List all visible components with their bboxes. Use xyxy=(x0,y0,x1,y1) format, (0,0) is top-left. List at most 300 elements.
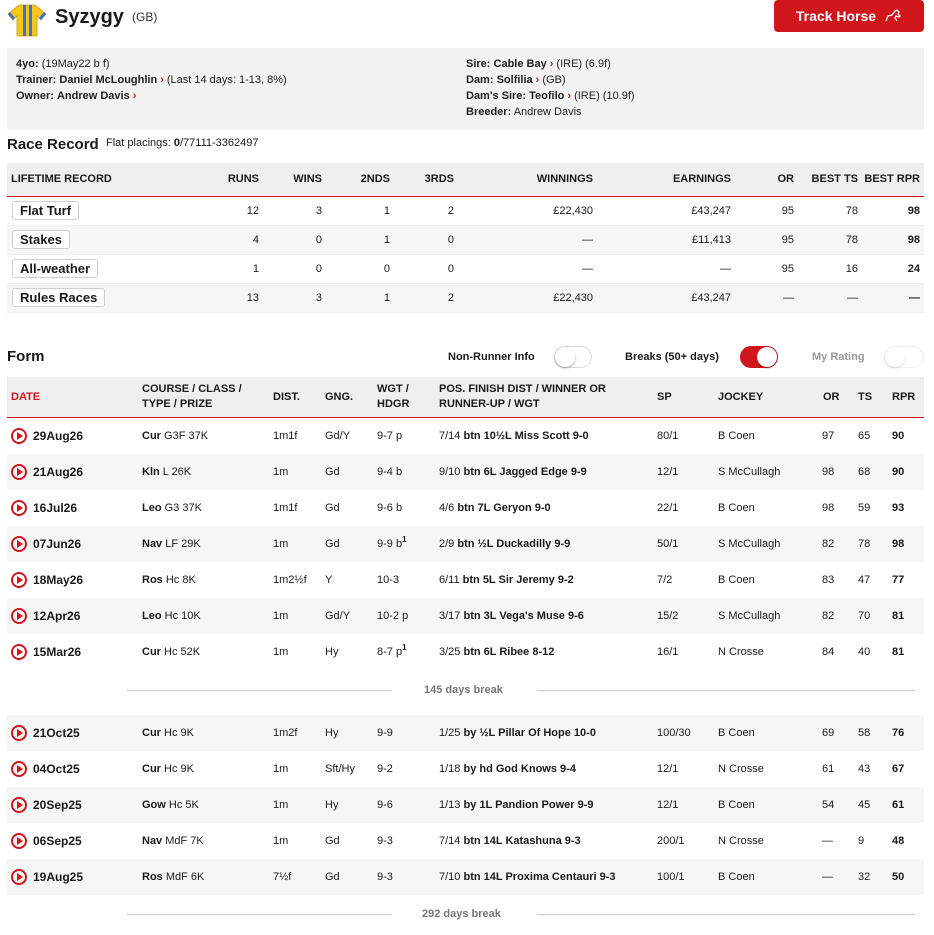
or-cell: 98 xyxy=(822,502,835,514)
weight-cell: 9-4 b xyxy=(377,466,403,478)
weight-cell: 9-3 xyxy=(377,871,393,883)
table-row xyxy=(7,225,924,254)
result-link[interactable]: by ½L Pillar Of Hope 10-0 xyxy=(463,727,596,739)
cell: 13 xyxy=(167,283,260,312)
course-name: Gow xyxy=(142,799,166,811)
course-class: G3 37K xyxy=(164,502,202,514)
sp-cell: 16/1 xyxy=(657,646,679,658)
cell: 1 xyxy=(323,225,391,254)
sp-cell: 80/1 xyxy=(657,430,679,442)
break-label: 292 days break xyxy=(422,908,501,920)
chevron-right-icon: › xyxy=(549,58,554,70)
jockey-cell[interactable]: N Crosse xyxy=(718,646,764,658)
ts-cell: 47 xyxy=(858,574,871,586)
sp-cell: 15/2 xyxy=(657,610,679,622)
jockey-cell[interactable]: B Coen xyxy=(718,727,755,739)
owner-line: Owner: Andrew Davis › xyxy=(16,90,137,102)
cell: 1 xyxy=(323,283,391,312)
sp-cell: 22/1 xyxy=(657,502,679,514)
course-name: Kln xyxy=(142,466,160,478)
form-table-header xyxy=(7,377,924,418)
race-date-link[interactable]: 07Jun26 xyxy=(33,537,82,551)
race-date-link[interactable]: 16Jul26 xyxy=(33,501,78,515)
ts-cell: 59 xyxy=(858,502,871,514)
rpr-cell: 81 xyxy=(892,646,905,658)
record-type-button[interactable]: All-weather xyxy=(12,259,98,278)
weight-cell: 9-2 xyxy=(377,763,393,775)
dist-cell: 1m xyxy=(273,610,289,622)
sp-cell: 12/1 xyxy=(657,799,679,811)
cell: £11,413 xyxy=(594,225,732,254)
breeder-line: Breeder: Andrew Davis xyxy=(466,106,582,118)
sp-cell: 12/1 xyxy=(657,763,679,775)
course-cell[interactable] xyxy=(142,715,194,751)
course-name: Leo xyxy=(142,502,162,514)
course-class: Hc 10K xyxy=(164,610,201,622)
cell: 98 xyxy=(859,196,924,225)
weight-cell: 9-6 xyxy=(377,799,393,811)
form-row[interactable] xyxy=(7,715,924,751)
record-type-button[interactable]: Stakes xyxy=(12,230,70,249)
sire-link[interactable]: Cable Bay xyxy=(493,58,547,70)
break-label: 145 days break xyxy=(424,684,503,696)
weight-cell: 10-3 xyxy=(377,574,400,586)
ts-cell: 68 xyxy=(858,466,871,478)
course-name: Cur xyxy=(142,727,161,739)
break-divider xyxy=(127,690,392,691)
dist-cell: 1m xyxy=(273,763,289,775)
cell: £43,247 xyxy=(594,196,732,225)
cell: 2 xyxy=(391,196,455,225)
ts-cell: 65 xyxy=(858,430,871,442)
race-date-link[interactable]: 15Mar26 xyxy=(33,645,82,659)
race-date-link[interactable]: 21Aug26 xyxy=(33,465,84,479)
course-name: Ros xyxy=(142,574,163,586)
course-name: Ros xyxy=(142,871,163,883)
dam-link[interactable]: Solfilia xyxy=(496,74,533,86)
video-play-icon[interactable] xyxy=(11,833,27,849)
form-row[interactable] xyxy=(7,751,924,787)
rpr-cell: 90 xyxy=(892,430,905,442)
dist-cell: 1m xyxy=(273,799,289,811)
result-link[interactable]: btn 14L Katashuna 9-3 xyxy=(463,835,581,847)
lifetime-record-header xyxy=(7,163,924,196)
rpr-cell: 76 xyxy=(892,727,905,739)
course-class: Hc 8K xyxy=(165,574,196,586)
weight-cell: 9-6 b xyxy=(377,502,403,514)
dist-cell: 1m xyxy=(273,466,289,478)
race-date-link[interactable]: 21Oct25 xyxy=(33,726,80,740)
cell: 0 xyxy=(260,254,323,283)
course-name: Leo xyxy=(142,610,162,622)
course-cell[interactable] xyxy=(142,751,194,787)
col-rpr: RPR xyxy=(892,391,916,403)
position-cell: 1/25 by ½L Pillar Of Hope 10-0 xyxy=(439,727,596,739)
position-cell: 9/10 btn 6L Jagged Edge 9-9 xyxy=(439,466,587,478)
cell: 0 xyxy=(391,254,455,283)
col-dist: DIST. xyxy=(273,391,300,403)
rpr-cell: 67 xyxy=(892,763,905,775)
form-row[interactable] xyxy=(7,418,924,454)
cell: £22,430 xyxy=(455,283,594,312)
sp-cell: 7/2 xyxy=(657,574,673,586)
weight-cell: 9-3 xyxy=(377,835,393,847)
or-cell: — xyxy=(822,835,833,847)
cell: — xyxy=(455,225,594,254)
age-line: 4yo: (19May22 b f) xyxy=(16,58,110,70)
going-cell: Hy xyxy=(325,727,339,739)
col-wins: WINS xyxy=(260,163,323,196)
jockey-cell[interactable]: S McCullagh xyxy=(718,538,781,550)
position-cell: 1/18 by hd God Knows 9-4 xyxy=(439,763,576,775)
or-cell: 82 xyxy=(822,538,835,550)
going-cell: Hy xyxy=(325,646,339,658)
cell: 2 xyxy=(391,283,455,312)
video-play-icon[interactable] xyxy=(11,536,27,552)
ts-cell: 58 xyxy=(858,727,871,739)
cell: 4 xyxy=(167,225,260,254)
form-row[interactable] xyxy=(7,526,924,562)
track-horse-label: Track Horse xyxy=(795,8,877,24)
jockey-cell[interactable]: N Crosse xyxy=(718,835,764,847)
breaks-label: Breaks (50+ days) xyxy=(625,351,719,363)
course-cell[interactable] xyxy=(142,526,201,562)
ts-cell: 9 xyxy=(858,835,865,847)
weight-cell: 10-2 p xyxy=(377,610,409,622)
jockey-cell[interactable]: B Coen xyxy=(718,871,755,883)
horse-name: Syzygy xyxy=(55,6,124,28)
cell: 78 xyxy=(795,196,859,225)
rpr-cell: 93 xyxy=(892,502,905,514)
course-name: Cur xyxy=(142,430,161,442)
weight-cell: 9-9 b $^1$ xyxy=(377,535,407,550)
form-row[interactable] xyxy=(7,823,924,859)
breaks-toggle[interactable] xyxy=(740,346,778,368)
or-cell: 69 xyxy=(822,727,835,739)
rpr-cell: 90 xyxy=(892,466,905,478)
cell: 98 xyxy=(859,225,924,254)
col-weight: WGT / HDGR xyxy=(377,383,410,410)
col-best-rpr: BEST RPR xyxy=(859,163,924,196)
position-cell: 1/13 by 1L Pandion Power 9-9 xyxy=(439,799,594,811)
table-row xyxy=(7,196,924,225)
dist-cell: 1m2½f xyxy=(273,574,307,586)
col-or: OR xyxy=(823,391,840,403)
form-row[interactable] xyxy=(7,598,924,634)
cell: 0 xyxy=(323,254,391,283)
video-play-icon[interactable] xyxy=(11,761,27,777)
ts-cell: 45 xyxy=(858,799,871,811)
flat-placings: Flat placings: 0/77111-3362497 xyxy=(106,137,259,149)
result-link[interactable]: btn 5L Sir Jeremy 9-2 xyxy=(462,574,574,586)
cell: 78 xyxy=(795,225,859,254)
or-cell: 82 xyxy=(822,610,835,622)
form-row[interactable] xyxy=(7,634,924,670)
or-cell: 98 xyxy=(822,466,835,478)
form-row[interactable] xyxy=(7,490,924,526)
dist-cell: 1m1f xyxy=(273,430,298,442)
position-cell: 2/9 btn ½L Duckadilly 9-9 xyxy=(439,538,571,550)
going-cell: Gd/Y xyxy=(325,430,351,442)
cell: — xyxy=(859,283,924,312)
video-play-icon[interactable] xyxy=(11,500,27,516)
owner-link[interactable]: Andrew Davis xyxy=(56,90,130,102)
weight-cell: 8-7 p $^1$ xyxy=(377,643,407,658)
sp-cell: 100/30 xyxy=(657,727,691,739)
col-position: POS. FINISH DIST / WINNER OR RUNNER-UP / WGT xyxy=(439,383,606,410)
or-cell: 83 xyxy=(822,574,835,586)
dist-cell: 1m xyxy=(273,538,289,550)
cell: 3 xyxy=(260,196,323,225)
dist-cell: 1m1f xyxy=(273,502,298,514)
damsire-link[interactable]: Teofilo xyxy=(529,90,565,102)
or-cell: — xyxy=(822,871,833,883)
col-earnings: EARNINGS xyxy=(594,163,732,196)
course-class: MdF 7K xyxy=(165,835,204,847)
horse-icon xyxy=(884,9,902,23)
video-play-icon[interactable] xyxy=(11,869,27,885)
course-class: Hc 9K xyxy=(164,727,194,739)
going-cell: Gd xyxy=(325,835,340,847)
form-row[interactable] xyxy=(7,787,924,823)
course-class: L 26K xyxy=(162,466,192,478)
cell: 16 xyxy=(795,254,859,283)
course-class: Hc 9K xyxy=(164,763,194,775)
col-date[interactable]: DATE xyxy=(11,391,41,403)
cell: 1 xyxy=(167,254,260,283)
jockey-cell[interactable]: B Coen xyxy=(718,574,755,586)
going-cell: Gd xyxy=(325,538,340,550)
cell: 0 xyxy=(260,225,323,254)
position-cell: 3/25 btn 6L Ribee 8-12 xyxy=(439,646,555,658)
jockey-cell[interactable]: B Coen xyxy=(718,430,755,442)
table-row xyxy=(7,254,924,283)
course-cell[interactable] xyxy=(142,454,191,490)
col-ts: TS xyxy=(858,391,873,403)
col-sp: SP xyxy=(657,391,672,403)
break-divider xyxy=(537,690,915,691)
cell: — xyxy=(795,283,859,312)
track-horse-button[interactable] xyxy=(774,0,924,32)
position-cell: 7/14 btn 14L Katashuna 9-3 xyxy=(439,835,581,847)
col-jockey: JOCKEY xyxy=(718,391,764,403)
col-lifetime-record: LIFETIME RECORD xyxy=(7,163,167,196)
cell: — xyxy=(594,254,732,283)
result-link[interactable]: by hd God Knows 9-4 xyxy=(463,763,576,775)
cell: 1 xyxy=(323,196,391,225)
going-cell: Gd xyxy=(325,466,340,478)
or-cell: 54 xyxy=(822,799,835,811)
ts-cell: 78 xyxy=(858,538,871,550)
damsire-line: Dam's Sire: Teofilo › (IRE) (10.9f) xyxy=(466,90,635,102)
or-cell: 97 xyxy=(822,430,835,442)
video-play-icon[interactable] xyxy=(11,725,27,741)
chevron-right-icon: › xyxy=(160,74,164,86)
cell: 12 xyxy=(167,196,260,225)
going-cell: Gd xyxy=(325,871,340,883)
race-date-link[interactable]: 04Oct25 xyxy=(33,762,80,776)
race-date-link[interactable]: 06Sep25 xyxy=(33,834,82,848)
sp-cell: 12/1 xyxy=(657,466,679,478)
weight-cell: 9-9 xyxy=(377,727,393,739)
sp-cell: 50/1 xyxy=(657,538,679,550)
trainer-link[interactable]: Daniel McLoughlin xyxy=(59,74,158,86)
toggle-knob xyxy=(757,347,777,367)
cell: £43,247 xyxy=(594,283,732,312)
jockey-cell[interactable]: S McCullagh xyxy=(718,610,781,622)
ts-cell: 43 xyxy=(858,763,871,775)
rpr-cell: 50 xyxy=(892,871,905,883)
col-or: OR xyxy=(732,163,795,196)
break-divider xyxy=(127,914,392,915)
jockey-cell[interactable]: B Coen xyxy=(718,799,755,811)
going-cell: Gd xyxy=(325,502,340,514)
race-date-link[interactable]: 12Apr26 xyxy=(33,609,81,623)
race-record-title: Race Record xyxy=(7,136,99,153)
form-row[interactable] xyxy=(7,859,924,895)
going-cell: Y xyxy=(325,574,333,586)
position-cell: 4/6 btn 7L Geryon 9-0 xyxy=(439,502,551,514)
col-course: COURSE / CLASS / TYPE / PRIZE xyxy=(142,383,242,410)
jockey-cell[interactable]: S McCullagh xyxy=(718,466,781,478)
cell: 24 xyxy=(859,254,924,283)
ts-cell: 40 xyxy=(858,646,871,658)
dist-cell: 7½f xyxy=(273,871,292,883)
cell: — xyxy=(455,254,594,283)
my-rating-label: My Rating xyxy=(812,351,865,363)
going-cell: Sft/Hy xyxy=(325,763,355,775)
course-name: Cur xyxy=(142,763,161,775)
or-cell: 84 xyxy=(822,646,835,658)
video-play-icon[interactable] xyxy=(11,572,27,588)
chevron-right-icon: › xyxy=(535,74,540,86)
race-date-link[interactable]: 19Aug25 xyxy=(33,870,84,884)
toggle-knob xyxy=(555,347,575,367)
record-type-button[interactable]: Rules Races xyxy=(12,288,105,307)
course-class: Hc 5K xyxy=(168,799,199,811)
jockey-silks-icon xyxy=(6,2,48,38)
video-play-icon[interactable] xyxy=(11,608,27,624)
record-type-button[interactable]: Flat Turf xyxy=(12,201,79,220)
cell: 3 xyxy=(260,283,323,312)
course-class: MdF 6K xyxy=(165,871,205,883)
sp-cell: 100/1 xyxy=(657,871,685,883)
result-link[interactable]: btn 3L Vega's Muse 9-6 xyxy=(463,610,584,622)
cell: — xyxy=(732,283,795,312)
ts-cell: 32 xyxy=(858,871,871,883)
course-cell[interactable] xyxy=(142,634,200,670)
result-link[interactable]: btn ½L Duckadilly 9-9 xyxy=(457,538,571,550)
course-cell[interactable] xyxy=(142,490,202,526)
rpr-cell: 48 xyxy=(892,835,905,847)
my-rating-toggle[interactable] xyxy=(884,346,924,368)
col-best-ts: BEST TS xyxy=(795,163,859,196)
course-name: Nav xyxy=(142,835,163,847)
lifetime-record-table xyxy=(7,163,924,313)
jockey-cell[interactable]: B Coen xyxy=(718,502,755,514)
form-title: Form xyxy=(7,348,45,365)
non-runner-info-toggle[interactable] xyxy=(554,346,592,368)
form-row[interactable] xyxy=(7,562,924,598)
course-name: Cur xyxy=(142,646,161,658)
course-cell[interactable] xyxy=(142,418,208,454)
course-cell[interactable] xyxy=(142,562,196,598)
video-play-icon[interactable] xyxy=(11,797,27,813)
non-runner-info-label: Non-Runner Info xyxy=(448,351,535,363)
video-play-icon[interactable] xyxy=(11,428,27,444)
rpr-cell: 81 xyxy=(892,610,905,622)
col-3rds: 3RDS xyxy=(391,163,455,196)
col-runs: RUNS xyxy=(167,163,260,196)
result-link[interactable]: btn 6L Jagged Edge 9-9 xyxy=(463,466,587,478)
col-going: GNG. xyxy=(325,391,354,403)
race-date-link[interactable]: 18May26 xyxy=(33,573,84,587)
rpr-cell: 77 xyxy=(892,574,905,586)
chevron-right-icon: › xyxy=(567,90,572,102)
cell: 0 xyxy=(391,225,455,254)
table-row xyxy=(7,283,924,312)
position-cell: 6/11 btn 5L Sir Jeremy 9-2 xyxy=(439,574,574,586)
dist-cell: 1m xyxy=(273,646,289,658)
cell: 95 xyxy=(732,225,795,254)
position-cell: 7/10 btn 14L Proxima Centauri 9-3 xyxy=(439,871,616,883)
course-cell[interactable] xyxy=(142,823,204,859)
going-cell: Hy xyxy=(325,799,339,811)
course-class: Hc 52K xyxy=(164,646,201,658)
course-cell[interactable] xyxy=(142,859,204,895)
cell: 95 xyxy=(732,254,795,283)
chevron-right-icon: › xyxy=(132,90,137,102)
course-cell[interactable] xyxy=(142,598,201,634)
going-cell: Gd/Y xyxy=(325,610,351,622)
col-winnings: WINNINGS xyxy=(455,163,594,196)
dam-line: Dam: Solfilia › (GB) xyxy=(466,74,566,86)
trainer-line: Trainer: Daniel McLoughlin › (Last 14 days: 1-13, 8%) xyxy=(16,74,287,86)
course-name: Nav xyxy=(142,538,163,550)
dist-cell: 1m xyxy=(273,835,289,847)
video-play-icon[interactable] xyxy=(11,464,27,480)
result-link[interactable]: by 1L Pandion Power 9-9 xyxy=(463,799,594,811)
break-divider xyxy=(537,914,915,915)
position-cell: 7/14 btn 10½L Miss Scott 9-0 xyxy=(439,430,589,442)
rpr-cell: 61 xyxy=(892,799,905,811)
result-link[interactable]: btn 6L Ribee 8-12 xyxy=(463,646,555,658)
course-class: LF 29K xyxy=(165,538,201,550)
toggle-knob xyxy=(885,347,905,367)
cell: 95 xyxy=(732,196,795,225)
rpr-cell: 98 xyxy=(892,538,905,550)
dist-cell: 1m2f xyxy=(273,727,298,739)
result-link[interactable]: btn 10½L Miss Scott 9-0 xyxy=(463,430,589,442)
sire-line: Sire: Cable Bay › (IRE) (6.9f) xyxy=(466,58,611,70)
or-cell: 61 xyxy=(822,763,835,775)
jockey-cell[interactable]: N Crosse xyxy=(718,763,764,775)
race-date-link[interactable]: 29Aug26 xyxy=(33,429,84,443)
course-cell[interactable] xyxy=(142,787,199,823)
result-link[interactable]: btn 7L Geryon 9-0 xyxy=(457,502,551,514)
sp-cell: 200/1 xyxy=(657,835,685,847)
ts-cell: 70 xyxy=(858,610,871,622)
race-date-link[interactable]: 20Sep25 xyxy=(33,798,82,812)
course-class: G3F 37K xyxy=(164,430,209,442)
horse-country: (GB) xyxy=(132,10,158,24)
weight-cell: 9-7 p xyxy=(377,430,403,442)
video-play-icon[interactable] xyxy=(11,644,27,660)
form-row[interactable] xyxy=(7,454,924,490)
col-2nds: 2NDS xyxy=(323,163,391,196)
cell: £22,430 xyxy=(455,196,594,225)
result-link[interactable]: btn 14L Proxima Centauri 9-3 xyxy=(463,871,616,883)
